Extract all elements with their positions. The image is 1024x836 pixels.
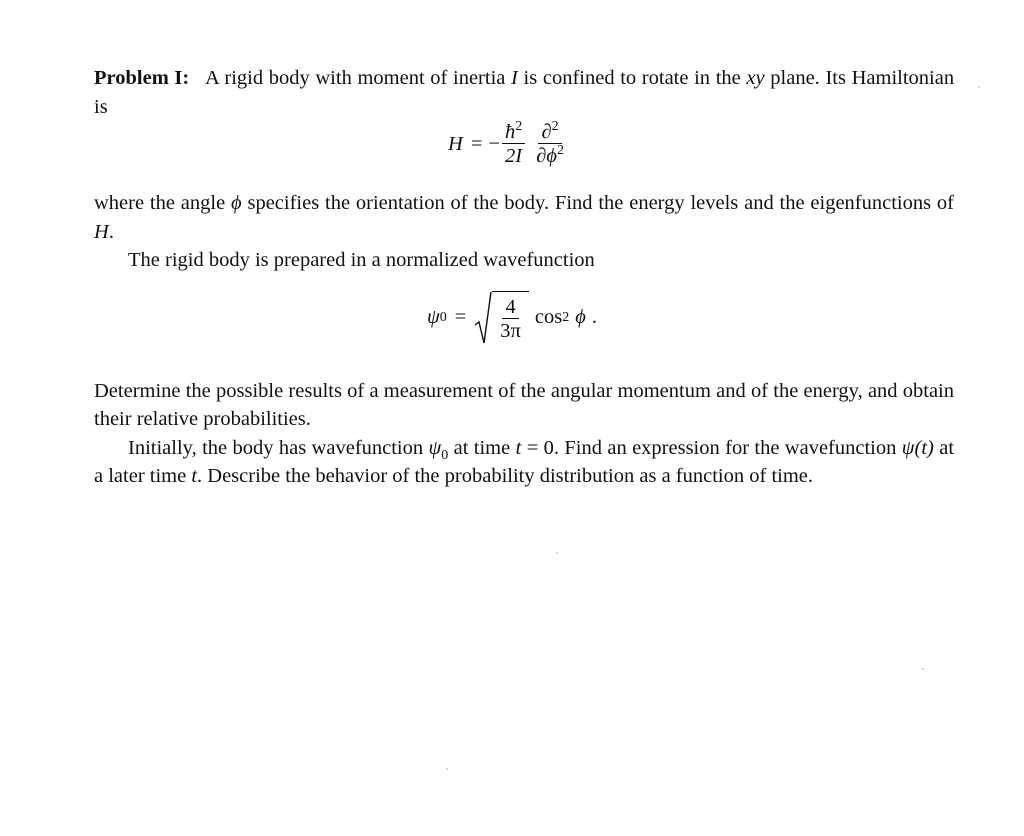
para2-text-b: specifies the orientation of the body. Find the energy levels and the eigenfunctions of (247, 192, 954, 214)
psi-symbol: ψ (427, 306, 440, 329)
var-xy: xy (746, 67, 765, 89)
hbar-fraction (502, 121, 525, 168)
scan-speck (922, 668, 924, 670)
four-over-three-pi-fraction (497, 296, 524, 343)
paragraph-time-evolution (94, 434, 954, 491)
var-time: t (515, 436, 522, 459)
scan-speck (446, 768, 448, 770)
radical-sign-icon (474, 291, 492, 345)
para5-text-e: . Describe the behavior of the probability distribution as a function of time. (197, 465, 814, 487)
var-inertia: I (511, 67, 518, 89)
var-phi: ϕ (231, 192, 242, 214)
hamiltonian-equation (94, 121, 954, 181)
partial-phi: ∂ϕ (536, 145, 557, 167)
para5-text-c: . Find an expression for the wavefunction (553, 436, 897, 459)
problem-statement-intro (94, 64, 954, 121)
minus-sign: − (488, 133, 500, 156)
paragraph-wavefunction-intro (94, 246, 954, 275)
var-hamiltonian: H (94, 220, 109, 243)
partial-exponent: 2 (551, 119, 559, 135)
partial-phi-exponent: 2 (556, 143, 564, 159)
scan-speck (556, 552, 558, 554)
psi-t-argument: (t) (914, 436, 934, 459)
para3-text: The rigid body is prepared in a normalized wavefunction (128, 249, 595, 271)
hamiltonian-lhs: H (448, 133, 463, 156)
hbar-symbol: ħ (504, 121, 516, 143)
hbar-exponent: 2 (515, 119, 523, 135)
problem-document (94, 64, 954, 491)
intro-text-a: A rigid body with moment of inertia (205, 67, 506, 89)
equals-sign: = (470, 133, 483, 156)
scan-speck (978, 86, 980, 88)
time-equals-zero: = 0 (526, 436, 554, 459)
square-root (474, 291, 529, 345)
var-time-later: t (191, 465, 198, 487)
fraction-numerator: 4 (502, 296, 518, 319)
para2-text-a: where the angle (94, 192, 226, 214)
paragraph-measurement (94, 377, 954, 434)
para5-text-d: at a later time (94, 436, 955, 487)
two-i-denominator: 2I (505, 145, 523, 167)
para4-text: Determine the possible results of a measurement of the angular momentum and of the energy, and obtain their relative probabilities. (94, 379, 954, 430)
psi-t-symbol: ψ (901, 436, 915, 459)
cos-argument-phi: ϕ (575, 306, 586, 329)
partial-symbol: ∂ (541, 121, 552, 143)
psi-equals-sign: = (454, 306, 467, 329)
problem-title: Problem I: (94, 67, 190, 89)
equation-period: . (591, 306, 597, 329)
second-derivative-fraction (533, 121, 567, 168)
psi0-inline: ψ (428, 436, 442, 459)
psi0-inline-subscript: 0 (441, 447, 449, 463)
intro-text-b: is confined to rotate in the (523, 67, 741, 89)
para2-text-c: . (108, 220, 114, 243)
psi0-equation: ψ 0 = $\frac{4}{3\pi}$ cos 2 ϕ . (94, 291, 954, 369)
para5-text-b: at time (453, 436, 511, 459)
intro-text-c: plane. Its Hamiltonian is (94, 67, 955, 118)
para5-text-a: Initially, the body has wavefunction (128, 436, 424, 459)
cos-function: cos (534, 306, 563, 329)
paragraph-energy-levels (94, 189, 954, 246)
fraction-denominator: 3π (500, 319, 521, 342)
